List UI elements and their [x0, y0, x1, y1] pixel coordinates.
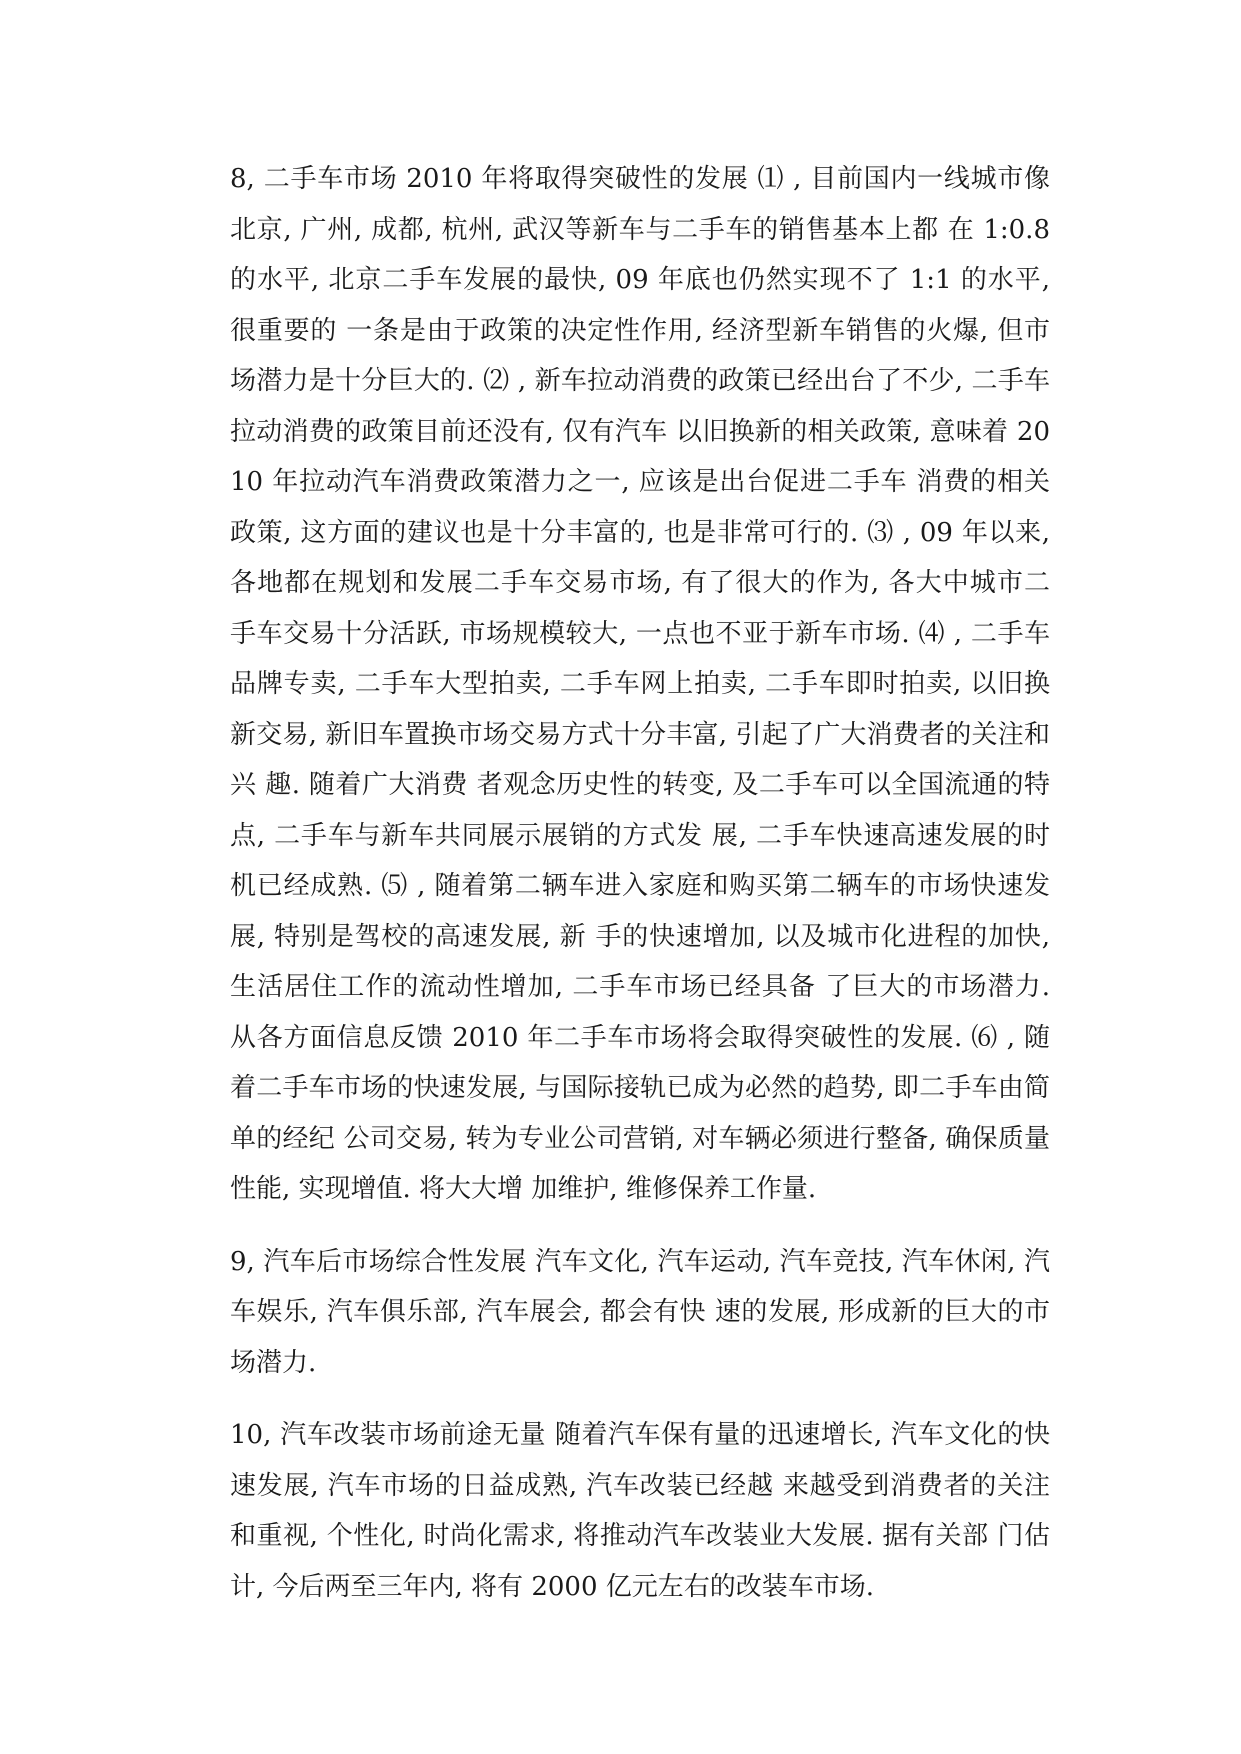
paragraph-car-modification: 10, 汽车改装市场前途无量 随着汽车保有量的迅速增长, 汽车文化的快速发展, 汽车市场的日益成熟, 汽车改装已经越 来越受到消费者的关注和重视, 个性化, 时尚化需求, 将推动汽车改装业大发展. 据有关部 门估计, 今后两至三年内, 将有 2000 亿元左右的改装车市场. [230, 1420, 1050, 1602]
document-body [230, 154, 1050, 1612]
paragraph-aftermarket: 9, 汽车后市场综合性发展 汽车文化, 汽车运动, 汽车竞技, 汽车休闲, 汽车娱乐, 汽车俱乐部, 汽车展会, 都会有快 速的发展, 形成新的巨大的市场潜力. [230, 1246, 1050, 1378]
paragraph-used-car-market: 8, 二手车市场 2010 年将取得突破性的发展 ⑴ , 目前国内一线城市像北京, 广州, 成都, 杭州, 武汉等新车与二手车的销售基本上都 在 1:0.8 的水平, 北京二手车发展的最快, 09 年底也仍然实现不了 1:1 的水平, 很重要的 一条是由于政策的决定性作用, 经济型新车销售的火爆, 但市场潜力是十分巨大的. ⑵ , 新车拉动消费的政策已经出台了不少, 二手车拉动消费的政策目前还没有, 仅有汽车 以旧换新的相关政策, 意味着 2010 年拉动汽车消费政策潜力之一, 应该是出台促进二手车 消费的相关政策, 这方面的建议也是十分丰富的, 也是非常可行的. ⑶ , 09 年以来, 各地都在规划和发展二手车交易市场, 有了很大的作为, 各大中城市二 手车交易十分活跃, 市场规模较大, 一点也不亚于新车市场. ⑷ , 二手车品牌专卖, 二手车大型拍卖, 二手车网上拍卖, 二手车即时拍卖, 以旧换新交易, 新旧车置换市场交易方式十分丰富, 引起了广大消费者的关注和兴 趣. 随着广大消费 者观念历史性的转变, 及二手车可以全国流通的特点, 二手车与新车共同展示展销的方式发 展, 二手车快速高速发展的时机已经成熟. ⑸ , 随着第二辆车进入家庭和购买第二辆车的市场快速发展, 特别是驾校的高速发展, 新 手的快速增加, 以及城市化进程的加快, 生活居住工作的流动性增加, 二手车市场已经具备 了巨大的市场潜力. 从各方面信息反馈 2010 年二手车市场将会取得突破性的发展. ⑹ , 随着二手车市场的快速发展, 与国际接轨已成为必然的趋势, 即二手车由简单的经纪 公司交易, 转为专业公司营销, 对车辆必须进行整备, 确保质量性能, 实现增值. 将大大增 加维护, 维修保养工作量. [230, 164, 1050, 1204]
